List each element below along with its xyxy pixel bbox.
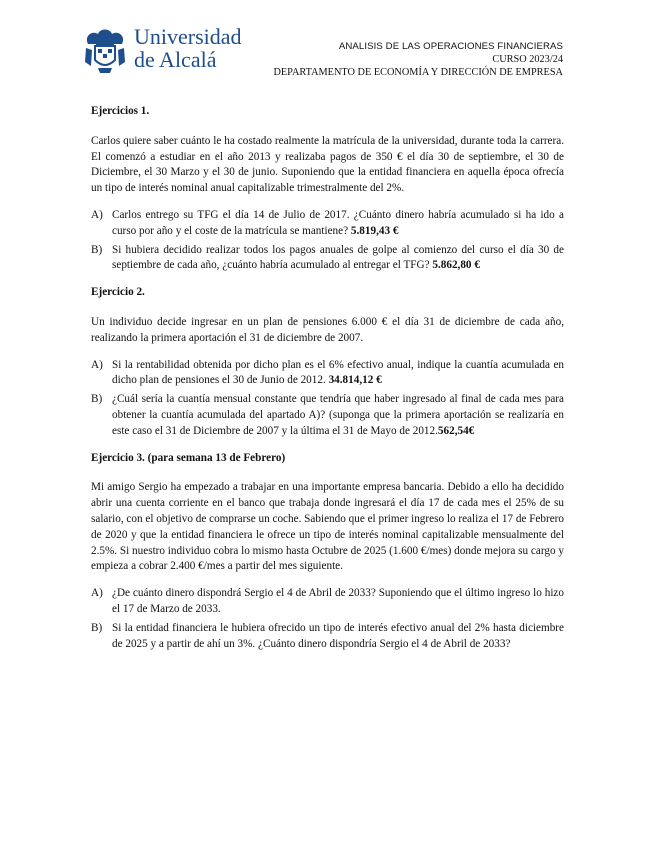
course-title: ANALISIS DE LAS OPERACIONES FINANCIERAS xyxy=(338,41,563,52)
item-answer: 5.819,43 € xyxy=(350,224,399,237)
exercise-2-title: Ejercicio 2. xyxy=(91,286,145,299)
item-answer: 34.814,12 € xyxy=(328,374,382,387)
exercise-2-item-b xyxy=(91,392,564,439)
item-marker: A) xyxy=(91,208,103,221)
exercise-3-title: Ejercicio 3. (para semana 13 de Febrero) xyxy=(91,451,286,464)
exercise-3-statement: Mi amigo Sergio ha empezado a trabajar en una importante empresa bancaria. Debido a ello ha decidido abrir una cuenta corriente en el banco que trabaja donde ingresará el día 17 de cada mes el 25% de su salario, con el objetivo de comprarse un coche. Sabiendo que el primer ingreso lo realiza el 17 de Febrero de 2020 y que la entidad financiera le ofrece un tipo de interés nominal capitalizable mensualmente del 2.5%. Si nuestro individuo cobra lo mismo hasta Octubre de 2025 (1.600 €/mes) donde mejora su cargo y empieza a cobrar 2.400 €/mes a partir del mes siguiente. xyxy=(91,481,564,573)
exercise-3-item-a xyxy=(91,586,564,618)
document-body xyxy=(91,104,564,655)
item-answer: 562,54€ xyxy=(437,424,475,437)
item-text: ¿Cuál sería la cuantía mensual constante que tendría que haber ingresado al final de cada mes para obtener la cuantía acumulada del apartado A)? (suponga que la primera aportación se realizaría en este caso el 31 de Diciembre de 2007 y la última el 31 de Mayo de 2012. xyxy=(112,393,564,437)
item-marker: A) xyxy=(91,358,103,371)
logo-text-line2: de Alcalá xyxy=(134,47,217,72)
item-marker: B) xyxy=(91,393,103,406)
item-answer: 5.862,80 € xyxy=(432,259,480,272)
university-logo xyxy=(82,26,252,76)
item-marker: B) xyxy=(91,621,103,634)
exercise-1-item-b xyxy=(91,243,564,275)
exercise-2-item-a xyxy=(91,358,564,390)
exercise-2-statement: Un individuo decide ingresar en un plan de pensiones 6.000 € el día 31 de diciembre de cada año, realizando la primera aportación el 31 de diciembre de 2007. xyxy=(91,315,564,344)
item-text: Si la entidad financiera le hubiera ofrecido un tipo de interés efectivo anual del 2% hasta diciembre de 2025 y a partir de ahí un 3%. ¿Cuánto dinero dispondría Sergio el 4 de Abril de 2033? xyxy=(112,621,564,650)
exercise-3-item-b xyxy=(91,621,564,653)
item-marker: B) xyxy=(91,243,103,256)
item-text: Carlos entrego su TFG el día 14 de Julio de 2017. ¿Cuánto dinero habría acumulado si ha ido a curso por año y el coste de la matrícula se mantiene? xyxy=(112,208,564,237)
item-text: Si hubiera decidido realizar todos los pagos anuales de golpe al comienzo del curso el día 30 de septiembre de cada año, ¿cuánto habría acumulado al entregar el TFG? xyxy=(112,243,564,272)
academic-year: CURSO 2023/24 xyxy=(492,54,563,65)
logo-text-line1: Universidad xyxy=(134,24,242,49)
document-header xyxy=(273,40,563,79)
exercise-1-item-a xyxy=(91,208,564,240)
item-text: Si la rentabilidad obtenida por dicho plan es el 6% efectivo anual, indique la cuantía acumulada en dicho plan de pensiones el 30 de Junio de 2012. xyxy=(112,358,564,387)
university-crest-icon xyxy=(82,26,128,76)
department-name: DEPARTAMENTO DE ECONOMÍA Y DIRECCIÓN DE EMPRESA xyxy=(273,67,563,78)
item-marker: A) xyxy=(91,587,103,600)
item-text: ¿De cuánto dinero dispondrá Sergio el 4 de Abril de 2033? Suponiendo que el último ingreso lo hizo el 17 de Marzo de 2033. xyxy=(112,587,564,615)
exercise-1-statement: Carlos quiere saber cuánto le ha costado realmente la matrícula de la universidad, durante toda la carrera. El comenzó a estudiar en el año 2013 y realizaba pagos de 350 € el día 30 de septiembre, el 30 de Diciembre, el 30 Marzo y el 30 de junio. Suponiendo que la entidad financiera en aquella época ofrecía un tipo de interés nominal anual capitalizable trimestralmente del 2%. xyxy=(91,134,564,195)
exercise-1-title: Ejercicios 1. xyxy=(91,105,150,117)
